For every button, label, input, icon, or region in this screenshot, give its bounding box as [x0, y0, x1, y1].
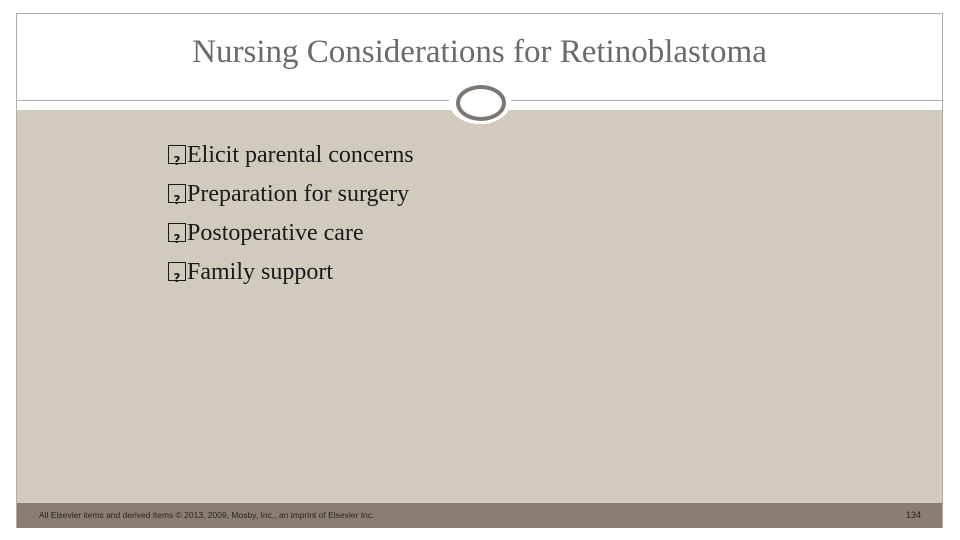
bullet-item	[168, 136, 414, 175]
bullet-item	[168, 214, 414, 253]
oval-ornament-icon	[449, 80, 511, 124]
footer-bar	[17, 503, 942, 528]
bullet-text: Family support	[187, 259, 334, 285]
bullet-item	[168, 175, 414, 214]
missing-glyph-bullet-icon	[168, 184, 186, 203]
bullet-text: Postoperative care	[187, 220, 364, 246]
oval-ring	[456, 85, 506, 121]
missing-glyph-bullet-icon	[168, 223, 186, 242]
missing-glyph-bullet-icon	[168, 262, 186, 281]
bullet-item	[168, 253, 414, 292]
slide	[16, 13, 943, 528]
content-area	[17, 110, 942, 503]
copyright-notice: All Elsevier items and derived items © 2013, 2009, Mosby, Inc., an imprint of Elsevier Inc.	[39, 510, 375, 520]
slide-title: Nursing Considerations for Retinoblastoma	[192, 34, 767, 70]
page-number: 134	[905, 510, 921, 520]
bullet-list	[168, 136, 414, 292]
bullet-text: Preparation for surgery	[187, 181, 410, 207]
missing-glyph-bullet-icon	[168, 145, 186, 164]
bullet-text: Elicit parental concerns	[187, 142, 414, 168]
